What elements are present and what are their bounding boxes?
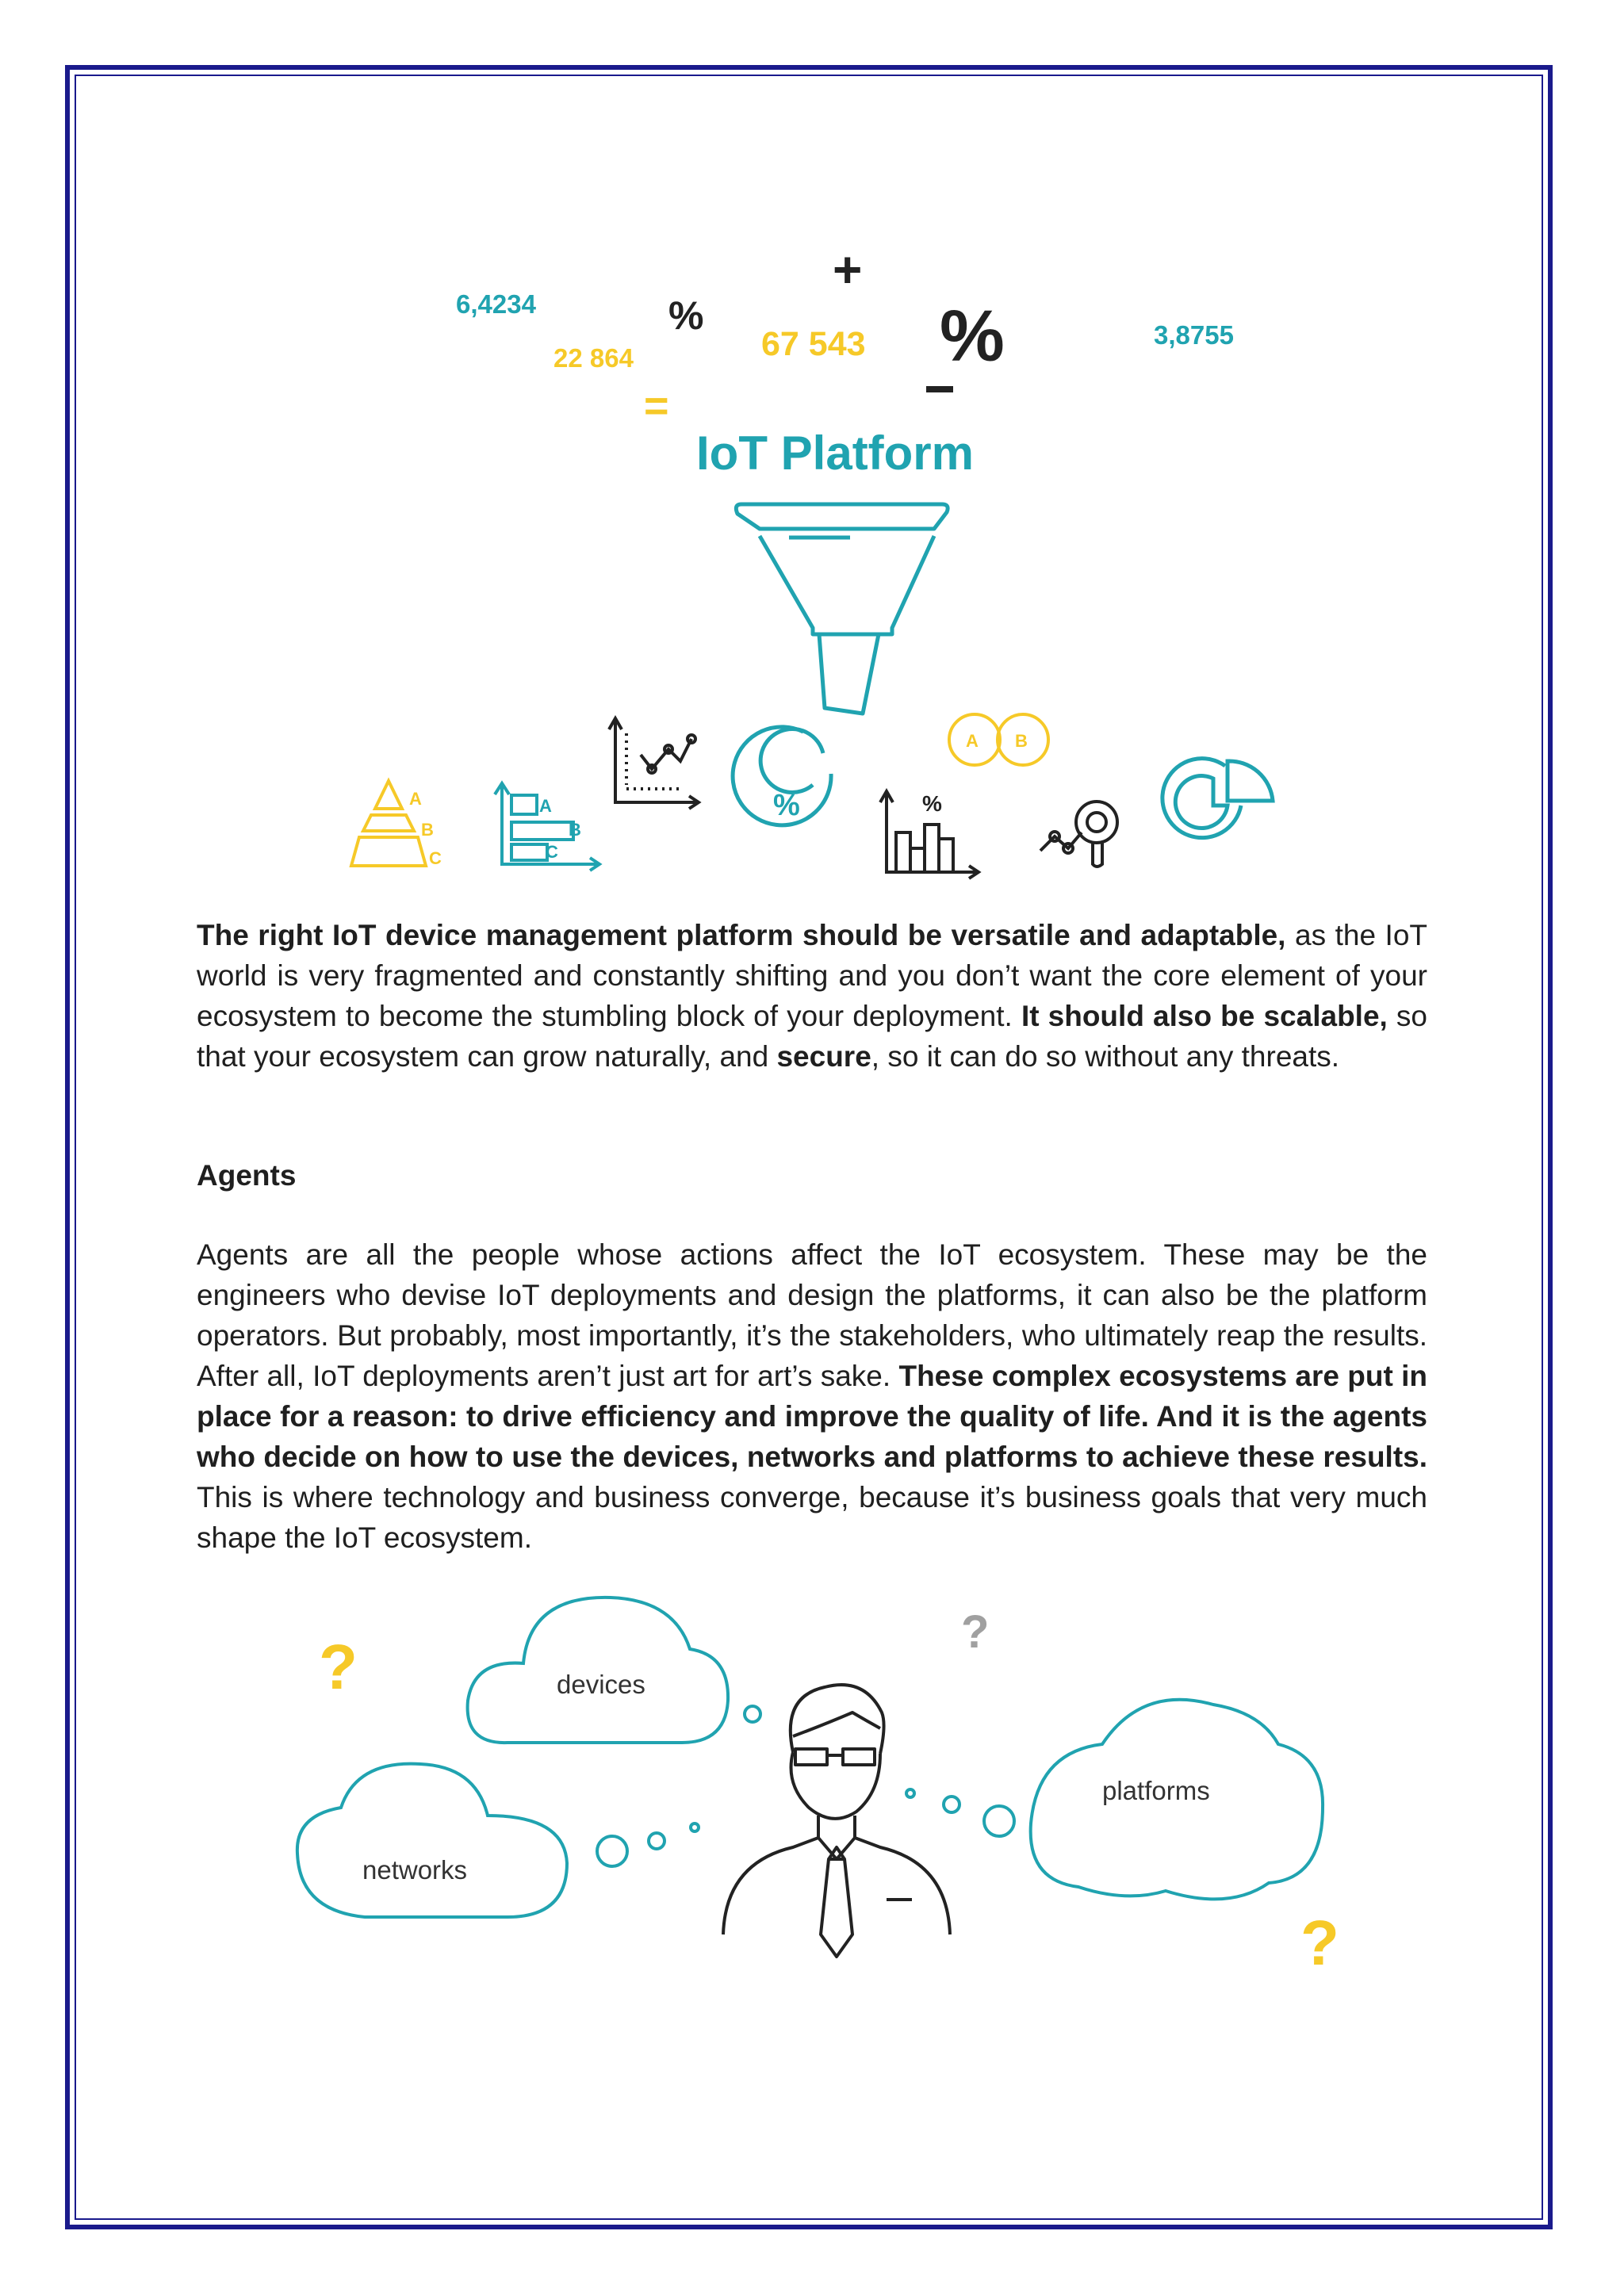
cloud-devices-label: devices (557, 1670, 645, 1699)
paragraph-platform (197, 915, 1427, 1077)
funnel-icon (736, 504, 948, 714)
agent-thinking-illustration (0, 1586, 1624, 2002)
heading-agents: Agents (197, 1159, 297, 1192)
bar-chart-percent-icon (880, 791, 979, 878)
minus-sign (926, 386, 953, 392)
cloud-platforms-label: platforms (1102, 1776, 1210, 1805)
number-22864: 22 864 (553, 343, 634, 373)
line-chart-icon (609, 718, 699, 809)
para2-text-2: This is where technology and business converge, because it’s business goals that very much shape the IoT ecosystem. (197, 1481, 1427, 1554)
bar-label-a: A (539, 796, 552, 816)
cloud-devices (468, 1598, 728, 1743)
para2-bold-ecosystems: These complex ecosystems are put in place for a reason: to drive efficiency and improve the quality of life. And it is the agents who decide on how to use the devices, networks and platforms to achieve these results. (197, 1360, 1427, 1473)
para1-text-2: so that your ecosystem can grow naturally, and (197, 1000, 1428, 1073)
para1-bold-versatile: The right IoT device management platform should be versatile and adaptable, (197, 919, 1286, 951)
question-mark-yellow-right: ? (1300, 1908, 1339, 1978)
horizontal-bar-chart-icon (495, 783, 599, 871)
para1-text-1: as the IoT world is very fragmented and constantly shifting and you don’t want the core element of your ecosystem to become the stumbling block of your deployment. (197, 919, 1427, 1032)
question-mark-gray: ? (961, 1606, 990, 1658)
percent-large: % (940, 296, 1005, 377)
number-3-8755: 3,8755 (1154, 320, 1234, 350)
pyramid-label-b: B (421, 820, 434, 840)
number-67543: 67 543 (761, 325, 866, 363)
cloud-platforms (1031, 1700, 1323, 1900)
pyramid-label-a: A (409, 789, 422, 809)
venn-label-a: A (966, 731, 979, 751)
para1-text-3: , so it can do so without any threats. (871, 1040, 1340, 1073)
pyramid-label-c: C (429, 848, 442, 868)
iot-platform-title: IoT Platform (696, 427, 975, 480)
equals-sign: = (644, 382, 669, 430)
cloud-networks-label: networks (362, 1855, 468, 1885)
pie-chart-icon (1139, 759, 1273, 842)
pyramid-chart-icon (351, 781, 442, 868)
bar-chart-percent: % (922, 791, 942, 816)
plus-sign: + (833, 241, 863, 298)
para1-bold-secure: secure (776, 1040, 871, 1073)
percent-gauge-icon (733, 727, 831, 825)
person-figure (723, 1685, 950, 1957)
gauge-percent: % (773, 789, 800, 822)
percent-small: % (668, 293, 704, 338)
magnifier-trend-icon (1040, 802, 1117, 867)
venn-label-b: B (1015, 731, 1028, 751)
question-mark-yellow-left: ? (319, 1632, 358, 1702)
cloud-networks (297, 1764, 567, 1917)
bar-label-b: B (569, 820, 581, 840)
para2-text-1: Agents are all the people whose actions affect the IoT ecosystem. These may be the engineers who devise IoT deployments and design the platforms, it can also be the platform operators. But probably, most importantly, it’s the stakeholders, who ultimately reap the results. After all, IoT deployments aren’t just art for art’s sake. (197, 1238, 1427, 1392)
bar-label-c: C (546, 842, 558, 862)
paragraph-agents (197, 1234, 1427, 1558)
iot-platform-illustration (0, 238, 1624, 900)
ab-venn-icon (949, 714, 1048, 765)
para1-bold-scalable: It should also be scalable, (1021, 1000, 1388, 1032)
number-6-4234: 6,4234 (456, 289, 536, 319)
